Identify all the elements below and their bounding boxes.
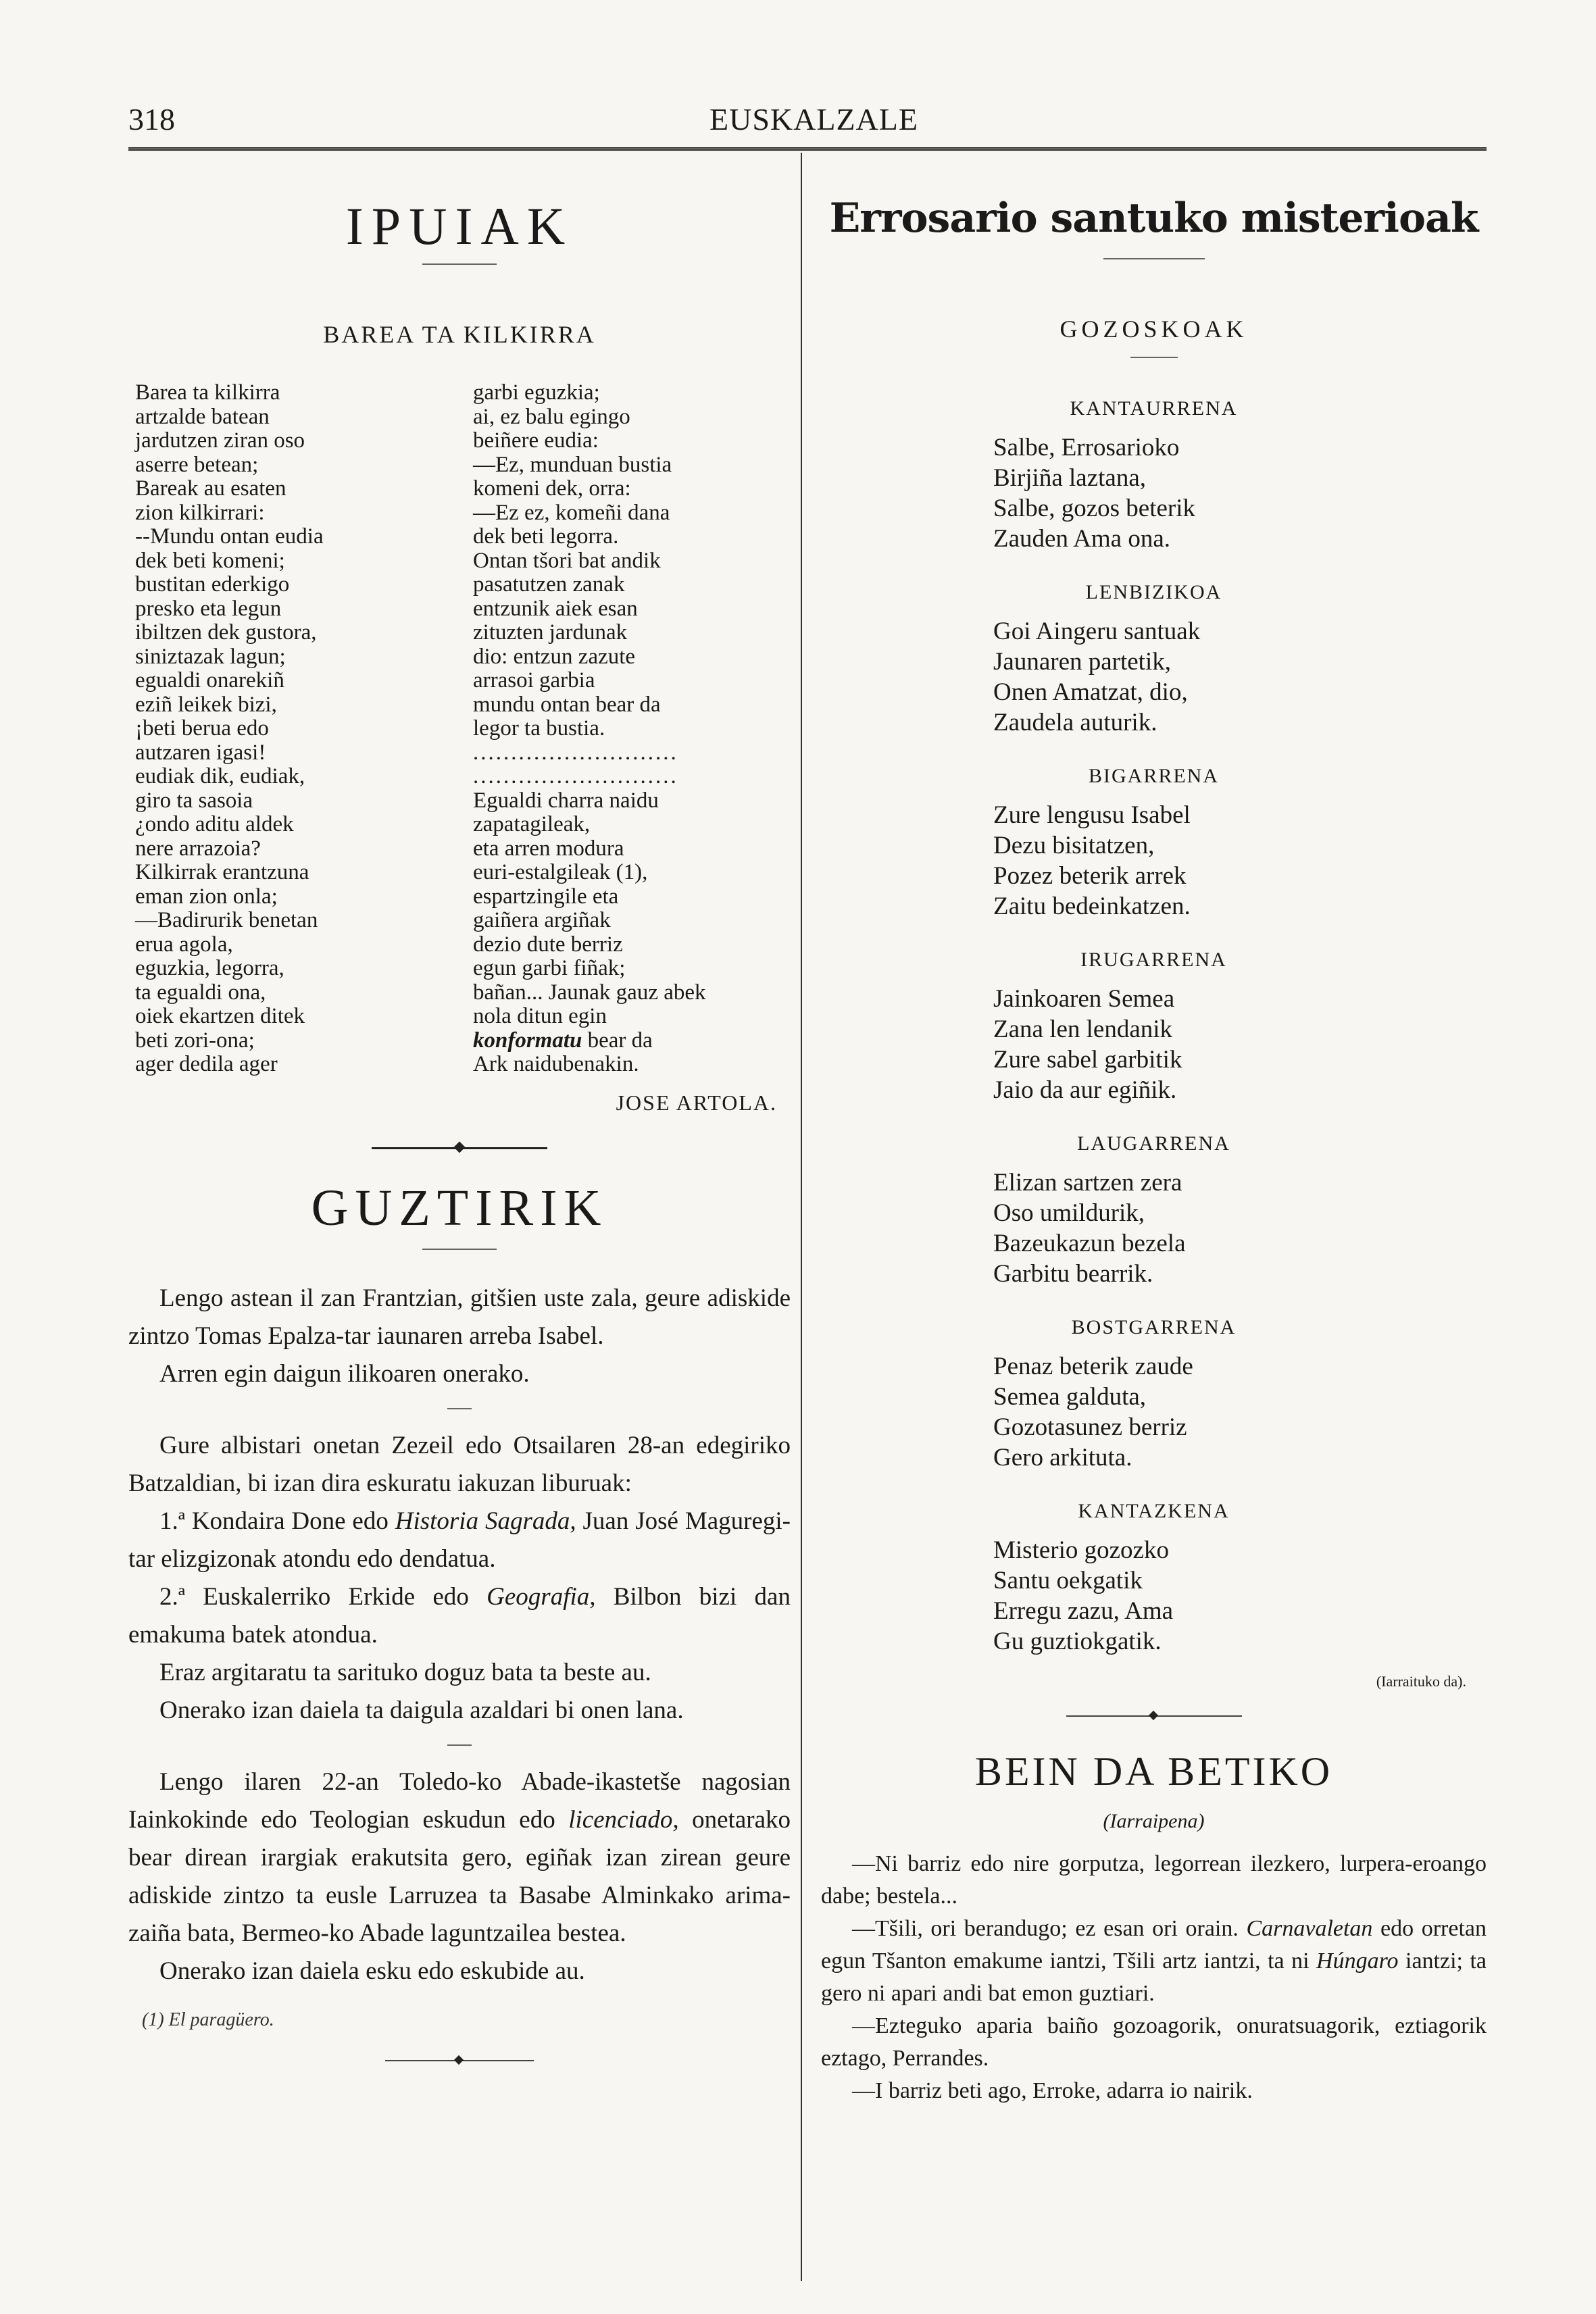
stanza-line: Zure lengusu Isabel: [993, 801, 1191, 829]
ornament-rule: [422, 1249, 497, 1250]
poem-line: beti zori-ona;: [135, 1028, 255, 1053]
stanza-line: Dezu bisitatzen,: [993, 832, 1155, 859]
paragraph: Arren egin daigun ilikoaren onerako.: [159, 1359, 530, 1388]
poem-line: zion kilkirrari:: [135, 500, 265, 525]
ornament-rule: [1130, 357, 1178, 358]
gozoskoak-heading: GOZOSKOAK: [1059, 316, 1248, 343]
ipuiak-heading: IPUIAK: [345, 197, 574, 255]
stanza-line: Birjiña laztana,: [993, 464, 1147, 492]
poem-line: nola ditun egin: [473, 1004, 607, 1028]
section-divider: [372, 1141, 547, 1155]
news-section: [128, 1280, 791, 1990]
poem-line: Kilkirrak erantzuna: [135, 860, 309, 884]
author-signature: JOSE ARTOLA.: [616, 1090, 777, 1115]
rosary-stanzas: [821, 397, 1487, 1657]
paragraph: Eraz argitaratu ta sarituko doguz bata ta beste au.: [159, 1658, 651, 1686]
poem-line: autzaren igasi!: [135, 740, 266, 765]
poem-line: ta egualdi ona,: [135, 980, 266, 1005]
poem-line: siniztazak lagun;: [135, 644, 286, 669]
poem-column-b: [473, 381, 791, 1077]
poem-line: Ontan tšori bat andik: [473, 548, 661, 573]
stanza: [993, 984, 1487, 1105]
stanza-line: Santu oekgatik: [993, 1567, 1143, 1594]
poem-line: eman zion onla;: [135, 884, 278, 909]
poem-line: gaiñera argiñak: [473, 908, 611, 932]
poem-line: komeni dek, orra:: [473, 476, 631, 501]
stanza-line: Zana len lendanik: [993, 1015, 1173, 1043]
poem-line: entzunik aiek esan: [473, 596, 638, 621]
stanza-line: Pozez beterik arrek: [993, 862, 1187, 890]
section-divider: [1066, 1711, 1242, 1721]
poem-line: Barea ta kilkirra: [135, 380, 280, 405]
stanza-title: BIGARRENA: [1088, 765, 1219, 787]
stanza-title: LAUGARRENA: [1077, 1132, 1230, 1155]
continuation-note: (Iarraipena): [1103, 1810, 1205, 1832]
stanza-line: Salbe, gozos beterik: [993, 495, 1195, 522]
paragraph: Lengo astean il zan Frantzian, gitšien uste zala, geure adiskide zintzo Tomas Epalza-tar iaunaren arreba Isabel.: [128, 1284, 791, 1350]
dash-separator: [447, 1744, 472, 1746]
poem-line: artzalde batean: [135, 404, 270, 429]
poem-line: mundu ontan bear da: [473, 692, 661, 717]
bein-heading: BEIN DA BETIKO: [974, 1749, 1333, 1794]
stanza-line: Oso umildurik,: [993, 1199, 1145, 1227]
stanza-line: Misterio gozozko: [993, 1536, 1169, 1564]
fable-poem: [128, 381, 791, 1077]
poem-line: dezio dute berriz: [473, 932, 623, 957]
stanza-line: Gozotasunez berriz: [993, 1413, 1187, 1441]
paragraph: Lengo ilaren 22-an Toledo-ko Abade-ikastetše nagosian Iainkokinde edo Teologian eskudun edo licenciado, onetarako bear direan irargiak erakutsita gero, egiñak izan zirean geure adiskide zintzo ta eusle Larruzea ta Basabe Alminkako arima-zaiña bata, Bermeo-ko Abade laguntzailea bestea.: [128, 1767, 791, 1947]
poem-line: egun garbi fiñak;: [473, 956, 626, 980]
dialogue-section: [821, 1848, 1487, 2107]
dialogue-line: —Tšili, ori berandugo; ez esan ori orain. Carnavaletan edo orretan egun Tšanton emakume iantzi, Tšili artz iantzi, ta ni Húngaro iantzi; ta gero ni apari andi bat emon guztiari.: [821, 1916, 1487, 2006]
footnote: (1) El paragüero.: [142, 2009, 274, 2030]
stanza: [993, 432, 1487, 554]
stanza: [993, 800, 1487, 922]
poem-line: konformatu bear da: [473, 1028, 653, 1053]
poem-line: erua agola,: [135, 932, 233, 957]
poem-line: jardutzen ziran oso: [135, 428, 305, 453]
paragraph: Gure albistari onetan Zezeil edo Otsailaren 28-an edegiriko Batzaldian, bi izan dira eskuratu iakuzan liburuak:: [128, 1431, 791, 1497]
dash-separator: [447, 1408, 472, 1409]
poem-line: espartzingile eta: [473, 884, 619, 909]
poem-line: ai, ez balu egingo: [473, 404, 630, 429]
poem-line: nere arrazoia?: [135, 836, 261, 861]
stanza-line: Garbitu bearrik.: [993, 1260, 1153, 1288]
poem-line: Ark naidubenakin.: [473, 1052, 639, 1076]
stanza-line: Zaitu bedeinkatzen.: [993, 892, 1191, 920]
continued-credit: (Iarraituko da).: [1376, 1673, 1466, 1690]
poem-line: arrasoi garbia: [473, 668, 595, 693]
poem-line: eziñ leikek bizi,: [135, 692, 277, 717]
stanza-line: Gu guztiokgatik.: [993, 1628, 1162, 1655]
page-number: 318: [128, 102, 175, 136]
stanza: [993, 1535, 1487, 1657]
poem-line: oiek ekartzen ditek: [135, 1004, 305, 1028]
poem-line: dio: entzun zazute: [473, 644, 636, 669]
stanza-line: Semea galduta,: [993, 1383, 1147, 1411]
dialogue-line: —Ni barriz edo nire gorputza, legorrean ilezkero, lurpera-eroango dabe; bestela...: [821, 1851, 1487, 1909]
poem-line: Egualdi charra naidu: [473, 788, 659, 813]
poem-line: —Ez ez, komeñi dana: [473, 500, 670, 525]
ornament-rule: [1103, 258, 1205, 259]
poem-line: zituzten jardunak: [473, 620, 628, 645]
stanza-line: Bazeukazun bezela: [993, 1230, 1186, 1257]
stanza-line: Jaio da aur egiñik.: [993, 1076, 1177, 1104]
stanza-line: Zauden Ama ona.: [993, 525, 1170, 553]
stanza-line: Erregu zazu, Ama: [993, 1597, 1174, 1625]
poem-line: eta arren modura: [473, 836, 624, 861]
poem-line: Bareak au esaten: [135, 476, 286, 501]
poem-line: ager dedila ager: [135, 1052, 278, 1076]
stanza-line: Salbe, Errosarioko: [993, 434, 1180, 461]
poem-line: --Mundu ontan eudia: [135, 524, 324, 549]
poem-line: ibiltzen dek gustora,: [135, 620, 317, 645]
poem-line: —Badirurik benetan: [135, 908, 318, 932]
stanza-line: Jainkoaren Semea: [993, 985, 1175, 1013]
poem-line: ...........................: [473, 740, 678, 765]
dialogue-line: —Ezteguko aparia baiño gozoagorik, onuratsuagorik, eztiagorik eztago, Perrandes.: [821, 2013, 1487, 2071]
paragraph: Onerako izan daiela esku edo eskubide au.: [159, 1957, 585, 1985]
guztirik-heading: GUZTIRIK: [311, 1179, 608, 1236]
poem-line: dek beti komeni;: [135, 548, 285, 573]
stanza-title: KANTAURRENA: [1070, 397, 1238, 420]
stanza-line: Gero arkituta.: [993, 1444, 1132, 1472]
end-divider: [385, 2055, 534, 2066]
paragraph: 2.ª Euskalerriko Erkide edo Geografia, Bilbon bizi dan emakuma batek atondua.: [128, 1582, 791, 1649]
fable-title: BAREA TA KILKIRRA: [323, 321, 596, 348]
stanza-title: LENBIZIKOA: [1085, 581, 1222, 603]
stanza-line: Elizan sartzen zera: [993, 1169, 1182, 1197]
stanza-line: Zaudela auturik.: [993, 709, 1157, 736]
stanza-line: Onen Amatzat, dio,: [993, 678, 1188, 706]
poem-line: zapatagileak,: [473, 812, 591, 836]
poem-line: —Ez, munduan bustia: [473, 452, 672, 477]
poem-line: legor ta bustia.: [473, 716, 605, 740]
stanza-title: KANTAZKENA: [1078, 1500, 1230, 1522]
poem-line: ¿ondo aditu aldek: [135, 812, 294, 836]
poem-line: eguzkia, legorra,: [135, 956, 284, 980]
poem-line: giro ta sasoia: [135, 788, 253, 813]
poem-line: ¡beti berua edo: [135, 716, 269, 740]
ornament-rule: [422, 263, 497, 265]
dialogue-line: —I barriz beti ago, Erroke, adarra io nairik.: [852, 2078, 1253, 2103]
rosary-heading: Errosario santuko misterioak: [829, 195, 1478, 242]
left-column: [128, 169, 791, 2066]
poem-line: garbi eguzkia;: [473, 380, 600, 405]
stanza-title: IRUGARRENA: [1080, 949, 1227, 971]
stanza-line: Penaz beterik zaude: [993, 1353, 1193, 1380]
stanza-line: Jaunaren partetik,: [993, 648, 1171, 676]
header-rule: [128, 147, 1487, 153]
poem-line: aserre betean;: [135, 452, 259, 477]
poem-line: ...........................: [473, 764, 678, 788]
poem-line: presko eta legun: [135, 596, 282, 621]
paragraph: Onerako izan daiela ta daigula azaldari bi onen lana.: [159, 1696, 684, 1724]
poem-line: bustitan ederkigo: [135, 572, 290, 597]
paragraph: 1.ª Kondaira Done edo Historia Sagrada, Juan José Maguregi-tar elizgizonak atondu edo dendatua.: [128, 1507, 791, 1573]
column-separator: [801, 153, 802, 2281]
poem-column-a: [135, 381, 459, 1077]
poem-line: euri-estalgileak (1),: [473, 860, 648, 884]
poem-line: dek beti legorra.: [473, 524, 619, 549]
poem-line: bañan... Jaunak gauz abek: [473, 980, 706, 1005]
poem-line: egualdi onarekiñ: [135, 668, 284, 693]
poem-line: beiñere eudia:: [473, 428, 599, 453]
stanza-line: Zure sabel garbitik: [993, 1046, 1182, 1074]
poem-line: pasatutzen zanak: [473, 572, 625, 597]
stanza: [993, 1351, 1487, 1473]
journal-title: EUSKALZALE: [709, 102, 918, 136]
right-column: [821, 169, 1487, 2107]
stanza-line: Goi Aingeru santuak: [993, 618, 1201, 645]
poem-line: eudiak dik, eudiak,: [135, 764, 305, 788]
stanza-title: BOSTGARRENA: [1071, 1316, 1237, 1338]
stanza: [993, 616, 1487, 738]
stanza: [993, 1167, 1487, 1289]
